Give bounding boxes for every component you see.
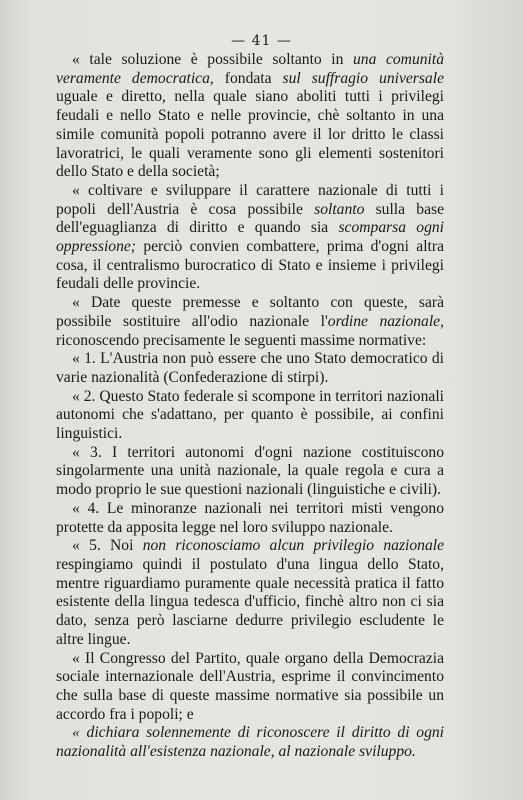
italic-text: soltanto (314, 200, 365, 218)
paragraph (56, 500, 444, 537)
paragraph (56, 294, 444, 350)
text-run: « 3. I territori autonomi d'ogni nazione costituiscono singolarmente una unità nazionale, la quale regola e cura a modo proprio le sue questioni nazionali (linguistiche e civili). (56, 443, 444, 499)
text-run: « Date queste premesse e soltanto con queste, sarà possibile sostituire all'odio nazionale l' (56, 294, 444, 330)
paragraph (56, 650, 444, 725)
text-run: respingiamo quindi il postulato d'una lingua dello Stato, mentre riguardiamo puramente quale necessità pratica il fatto esistente della lingua tedesca d'ufficio, finchè altro non ci sia dato, senza però lasciarne dedurre privilegio escludente le altre lingue. (56, 555, 444, 648)
text-run: « 2. Questo Stato federale si scompone in territori nazionali autonomi che s'adattano, per quanto è possibile, ai confini linguistici. (56, 387, 444, 443)
text-run: sulla base dell'eguaglianza di diritto e quando sia (56, 200, 444, 237)
paragraph (56, 182, 444, 294)
body-text (56, 51, 444, 762)
paragraph (56, 350, 444, 387)
italic-text: scomparsa ogni oppressione; (56, 219, 445, 256)
text-run: « 4. Le minoranze nazionali nei territori misti vengono protette da apposita legge nel loro sviluppo nazionale. (56, 499, 444, 536)
text-run: « coltivare e sviluppare il carattere nazionale di tutti i popoli dell'Austria è cosa possibile (56, 181, 444, 218)
text-run: « Il Congresso del Partito, quale organo della Democrazia sociale internazionale dell'Austria, esprime il convincimento che sulla base di queste massime normative sia possibile un accordo fra i popoli; e (56, 649, 444, 723)
paragraph (56, 724, 444, 761)
text-run: « 1. L'Austria non può essere che uno Stato democratico di varie nazionalità (Confederazione di stirpi). (56, 350, 444, 386)
text-run: perciò convien combattere, prima d'ogni altra cosa, il centralismo burocratico di Stato e insieme i privilegi feudali delle provincie. (56, 238, 444, 293)
italic-text: « dichiara solennemente di riconoscere il diritto di ogni nazionalità all'esistenza nazionale, al nazionale sviluppo. (56, 724, 444, 761)
text-run: , fondata (209, 69, 283, 87)
paragraph (56, 537, 444, 649)
text-run: « tale soluzione è possibile soltanto in (72, 51, 353, 68)
text-run: « 5. Noi (72, 537, 143, 555)
paragraph (56, 444, 444, 500)
page-number: — 41 — (231, 33, 292, 49)
italic-text: sul suffragio universale (282, 69, 444, 87)
italic-text: ordine nazionale (327, 312, 441, 330)
italic-text: non riconosciamo alcun privilegio nazionale (142, 537, 444, 555)
text-run: uguale e diretto, nella quale siano aboliti tutti i privilegi feudali e nello Stato e nelle provincie, chè soltanto in una simile comunità popoli potranno avere il lor dritto le classi lavoratrici, le quali veramente sono gli elementi sostenitori dello Stato e della società; (56, 88, 444, 181)
paragraph (56, 51, 444, 182)
paragraph (56, 388, 444, 444)
italic-text: una comunità veramente democratica (56, 51, 445, 87)
text-run: , riconoscendo precisamente le seguenti massime normative: (56, 312, 444, 349)
